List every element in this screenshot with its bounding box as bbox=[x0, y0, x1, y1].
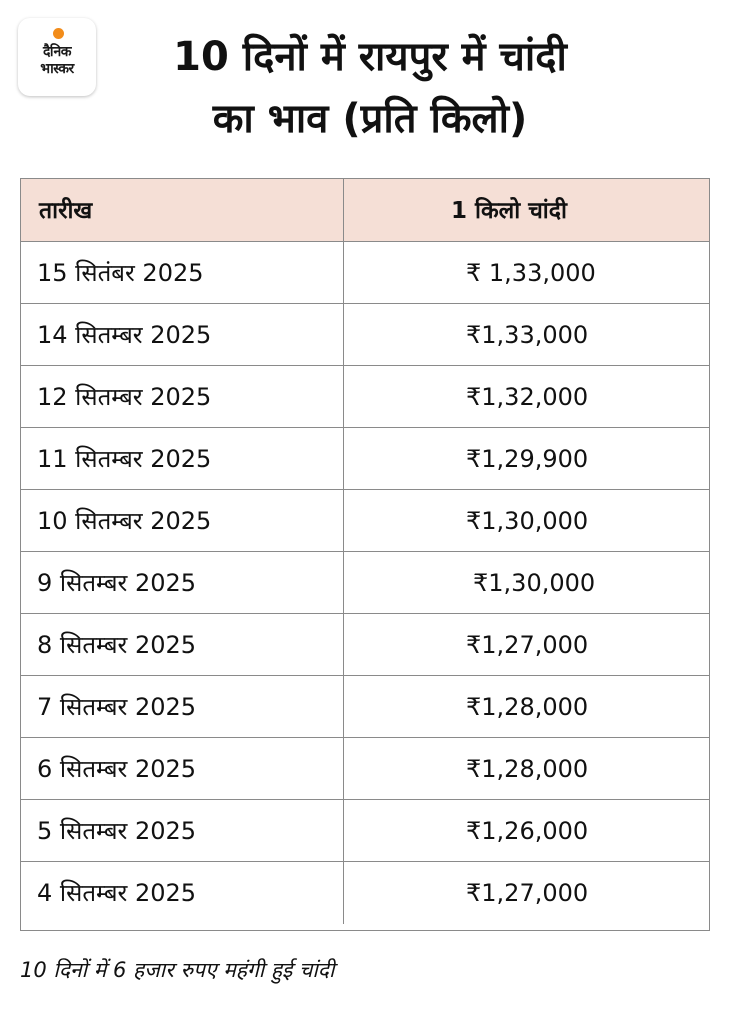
table-row bbox=[21, 303, 709, 365]
table-row bbox=[21, 489, 709, 551]
logo-text-line-2: भास्कर bbox=[40, 61, 74, 77]
date-cell: 7 सितम्बर 2025 bbox=[37, 693, 197, 721]
price-cell: ₹1,29,900 bbox=[466, 445, 589, 473]
price-cell: ₹1,32,000 bbox=[466, 383, 589, 411]
table-row bbox=[21, 241, 709, 303]
table-row bbox=[21, 799, 709, 861]
price-cell: ₹1,30,000 bbox=[473, 569, 596, 597]
page-title bbox=[100, 26, 640, 150]
date-cell: 6 सितम्बर 2025 bbox=[37, 755, 197, 783]
date-cell: 4 सितम्बर 2025 bbox=[37, 879, 197, 907]
date-cell: 8 सितम्बर 2025 bbox=[37, 631, 197, 659]
price-cell: ₹1,27,000 bbox=[466, 631, 589, 659]
price-cell: ₹1,27,000 bbox=[466, 879, 589, 907]
price-cell: ₹ 1,33,000 bbox=[466, 259, 596, 287]
table-row bbox=[21, 365, 709, 427]
silver-price-table bbox=[20, 178, 710, 931]
table-row bbox=[21, 613, 709, 675]
date-cell: 9 सितम्बर 2025 bbox=[37, 569, 197, 597]
price-cell: ₹1,30,000 bbox=[466, 507, 589, 535]
price-cell: ₹1,33,000 bbox=[466, 321, 589, 349]
table-header bbox=[21, 179, 709, 241]
price-cell: ₹1,26,000 bbox=[466, 817, 589, 845]
column-header-price: 1 किलो चांदी bbox=[451, 198, 567, 224]
column-divider bbox=[343, 179, 344, 924]
table-row bbox=[21, 551, 709, 613]
date-cell: 14 सितम्बर 2025 bbox=[37, 321, 212, 349]
date-cell: 10 सितम्बर 2025 bbox=[37, 507, 212, 535]
date-cell: 15 सितंबर 2025 bbox=[37, 259, 204, 287]
title-line-2: का भाव (प्रति किलो) bbox=[212, 96, 528, 142]
table-row bbox=[21, 675, 709, 737]
title-line-1: 10 दिनों में रायपुर में चांदी bbox=[173, 34, 567, 80]
logo-text-line-1: दैनिक bbox=[42, 44, 72, 60]
footnote-caption: 10 दिनों में 6 हजार रुपए महंगी हुई चांदी bbox=[20, 958, 335, 982]
dainik-bhaskar-logo bbox=[18, 18, 96, 96]
date-cell: 5 सितम्बर 2025 bbox=[37, 817, 197, 845]
price-cell: ₹1,28,000 bbox=[466, 755, 589, 783]
sun-icon bbox=[53, 28, 64, 39]
price-cell: ₹1,28,000 bbox=[466, 693, 589, 721]
table-row bbox=[21, 861, 709, 923]
table-row bbox=[21, 737, 709, 799]
date-cell: 11 सितम्बर 2025 bbox=[37, 445, 212, 473]
column-header-date: तारीख bbox=[39, 198, 93, 224]
table-row bbox=[21, 427, 709, 489]
date-cell: 12 सितम्बर 2025 bbox=[37, 383, 212, 411]
